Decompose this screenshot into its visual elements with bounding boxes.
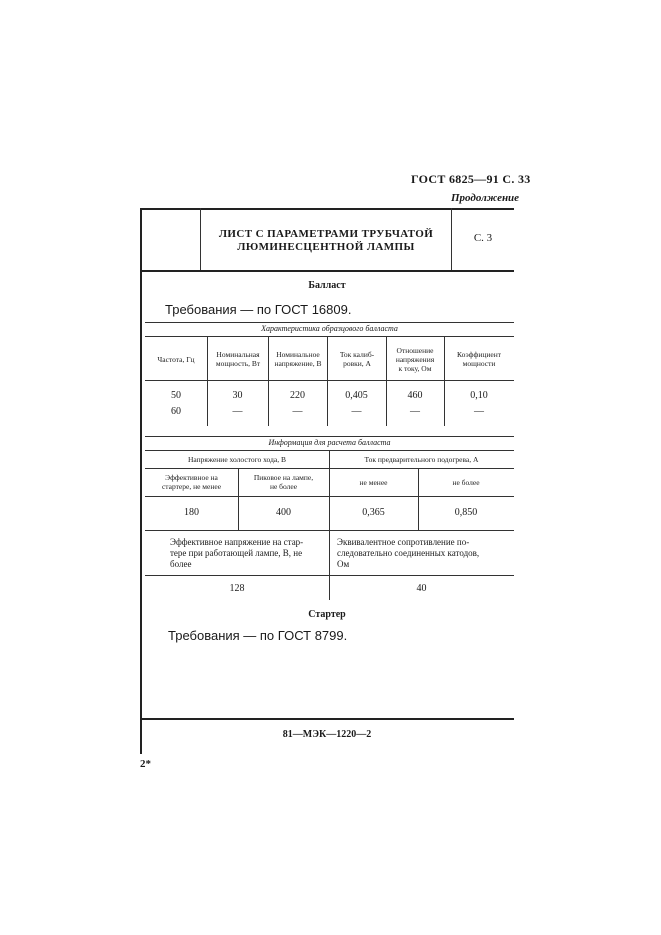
calc-vline-left xyxy=(238,468,239,530)
cathode-resistance-value: 40 xyxy=(416,583,427,594)
table-cell: 0,365 xyxy=(362,507,385,518)
calc-vline-mid xyxy=(329,450,330,530)
table-cell: 0,10 xyxy=(470,390,488,401)
ballast-header-line xyxy=(145,380,514,381)
starter-requirement: Требования — по ГОСТ 8799. xyxy=(168,628,348,643)
page-signature: 2* xyxy=(140,758,151,770)
col-power-header: Номинальная мощность, Вт xyxy=(215,350,261,368)
cathode-resistance-text: Эквивалентное сопротивление по- следовательно соединенных катодов, Ом xyxy=(337,537,480,569)
title-divider xyxy=(140,270,514,272)
table-cell: 400 xyxy=(276,507,291,518)
col-frequency-header: Частота, Гц xyxy=(157,355,195,364)
peak-lamp-header: Пиковое на лампе, не более xyxy=(253,473,314,491)
footer-code: 81—МЭК—1220—2 xyxy=(282,729,372,740)
continuation-label: Продолжение xyxy=(451,192,520,204)
table-cell: 180 xyxy=(184,507,199,518)
starter-title: Стартер xyxy=(308,609,346,620)
open-circuit-voltage-header: Напряжение холостого хода, В xyxy=(188,455,286,464)
table-cell: 30 xyxy=(232,390,243,401)
sheet-title-line1: ЛИСТ С ПАРАМЕТРАМИ ТРУБЧАТОЙ xyxy=(218,228,434,240)
sheet-title-line2: ЛЮМИНЕСЦЕНТНОЙ ЛАМПЫ xyxy=(237,241,415,253)
col-powerfactor-header: Коэффициент мощности xyxy=(457,350,501,368)
ballast-table-caption: Характеристика образцового балласта xyxy=(261,324,398,333)
starter-voltage-value: 128 xyxy=(229,583,245,594)
table-cell: — xyxy=(474,406,484,417)
ballast-caption-line xyxy=(145,336,514,337)
table-cell: 220 xyxy=(290,390,305,401)
lower-text-line xyxy=(145,575,514,576)
calc-vline-right xyxy=(418,468,419,530)
starter-voltage-text: Эффективное напряжение на стар- тере при работающей лампе, В, не более xyxy=(170,537,304,569)
max-current-header: не более xyxy=(452,478,480,487)
ballast-table-top xyxy=(145,322,514,323)
calc-table-caption: Информация для расчета балласта xyxy=(268,438,391,447)
table-cell: 60 xyxy=(171,406,181,417)
col-current-header: Ток калиб- ровки, А xyxy=(339,350,375,368)
table-cell: 0,405 xyxy=(345,390,368,401)
col-voltage-header: Номинальное напряжение, В xyxy=(274,350,322,368)
ballast-title: Балласт xyxy=(308,280,346,291)
table-cell: — xyxy=(232,406,243,417)
table-cell: 460 xyxy=(407,390,423,401)
table-cell: — xyxy=(351,406,362,417)
ballast-requirement: Требования — по ГОСТ 16809. xyxy=(165,302,352,317)
table-cell: — xyxy=(410,406,420,417)
sheet-page-number: С. 3 xyxy=(473,232,493,244)
calc-table-top xyxy=(145,436,514,437)
min-current-header: не менее xyxy=(359,478,388,487)
table-cell: 0,850 xyxy=(454,507,478,518)
table-cell: 50 xyxy=(171,390,181,401)
col-ratio-header: Отношение напряжения к току, Ом xyxy=(395,346,435,373)
effective-starter-header: Эффективное на стартере, не менее xyxy=(161,473,222,491)
preheat-current-header: Ток предварительного подогрева, А xyxy=(364,455,479,464)
sheet-title xyxy=(200,228,452,254)
footer-line xyxy=(140,718,514,720)
document-reference: ГОСТ 6825—91 С. 33 xyxy=(411,172,531,186)
table-cell: — xyxy=(292,406,303,417)
